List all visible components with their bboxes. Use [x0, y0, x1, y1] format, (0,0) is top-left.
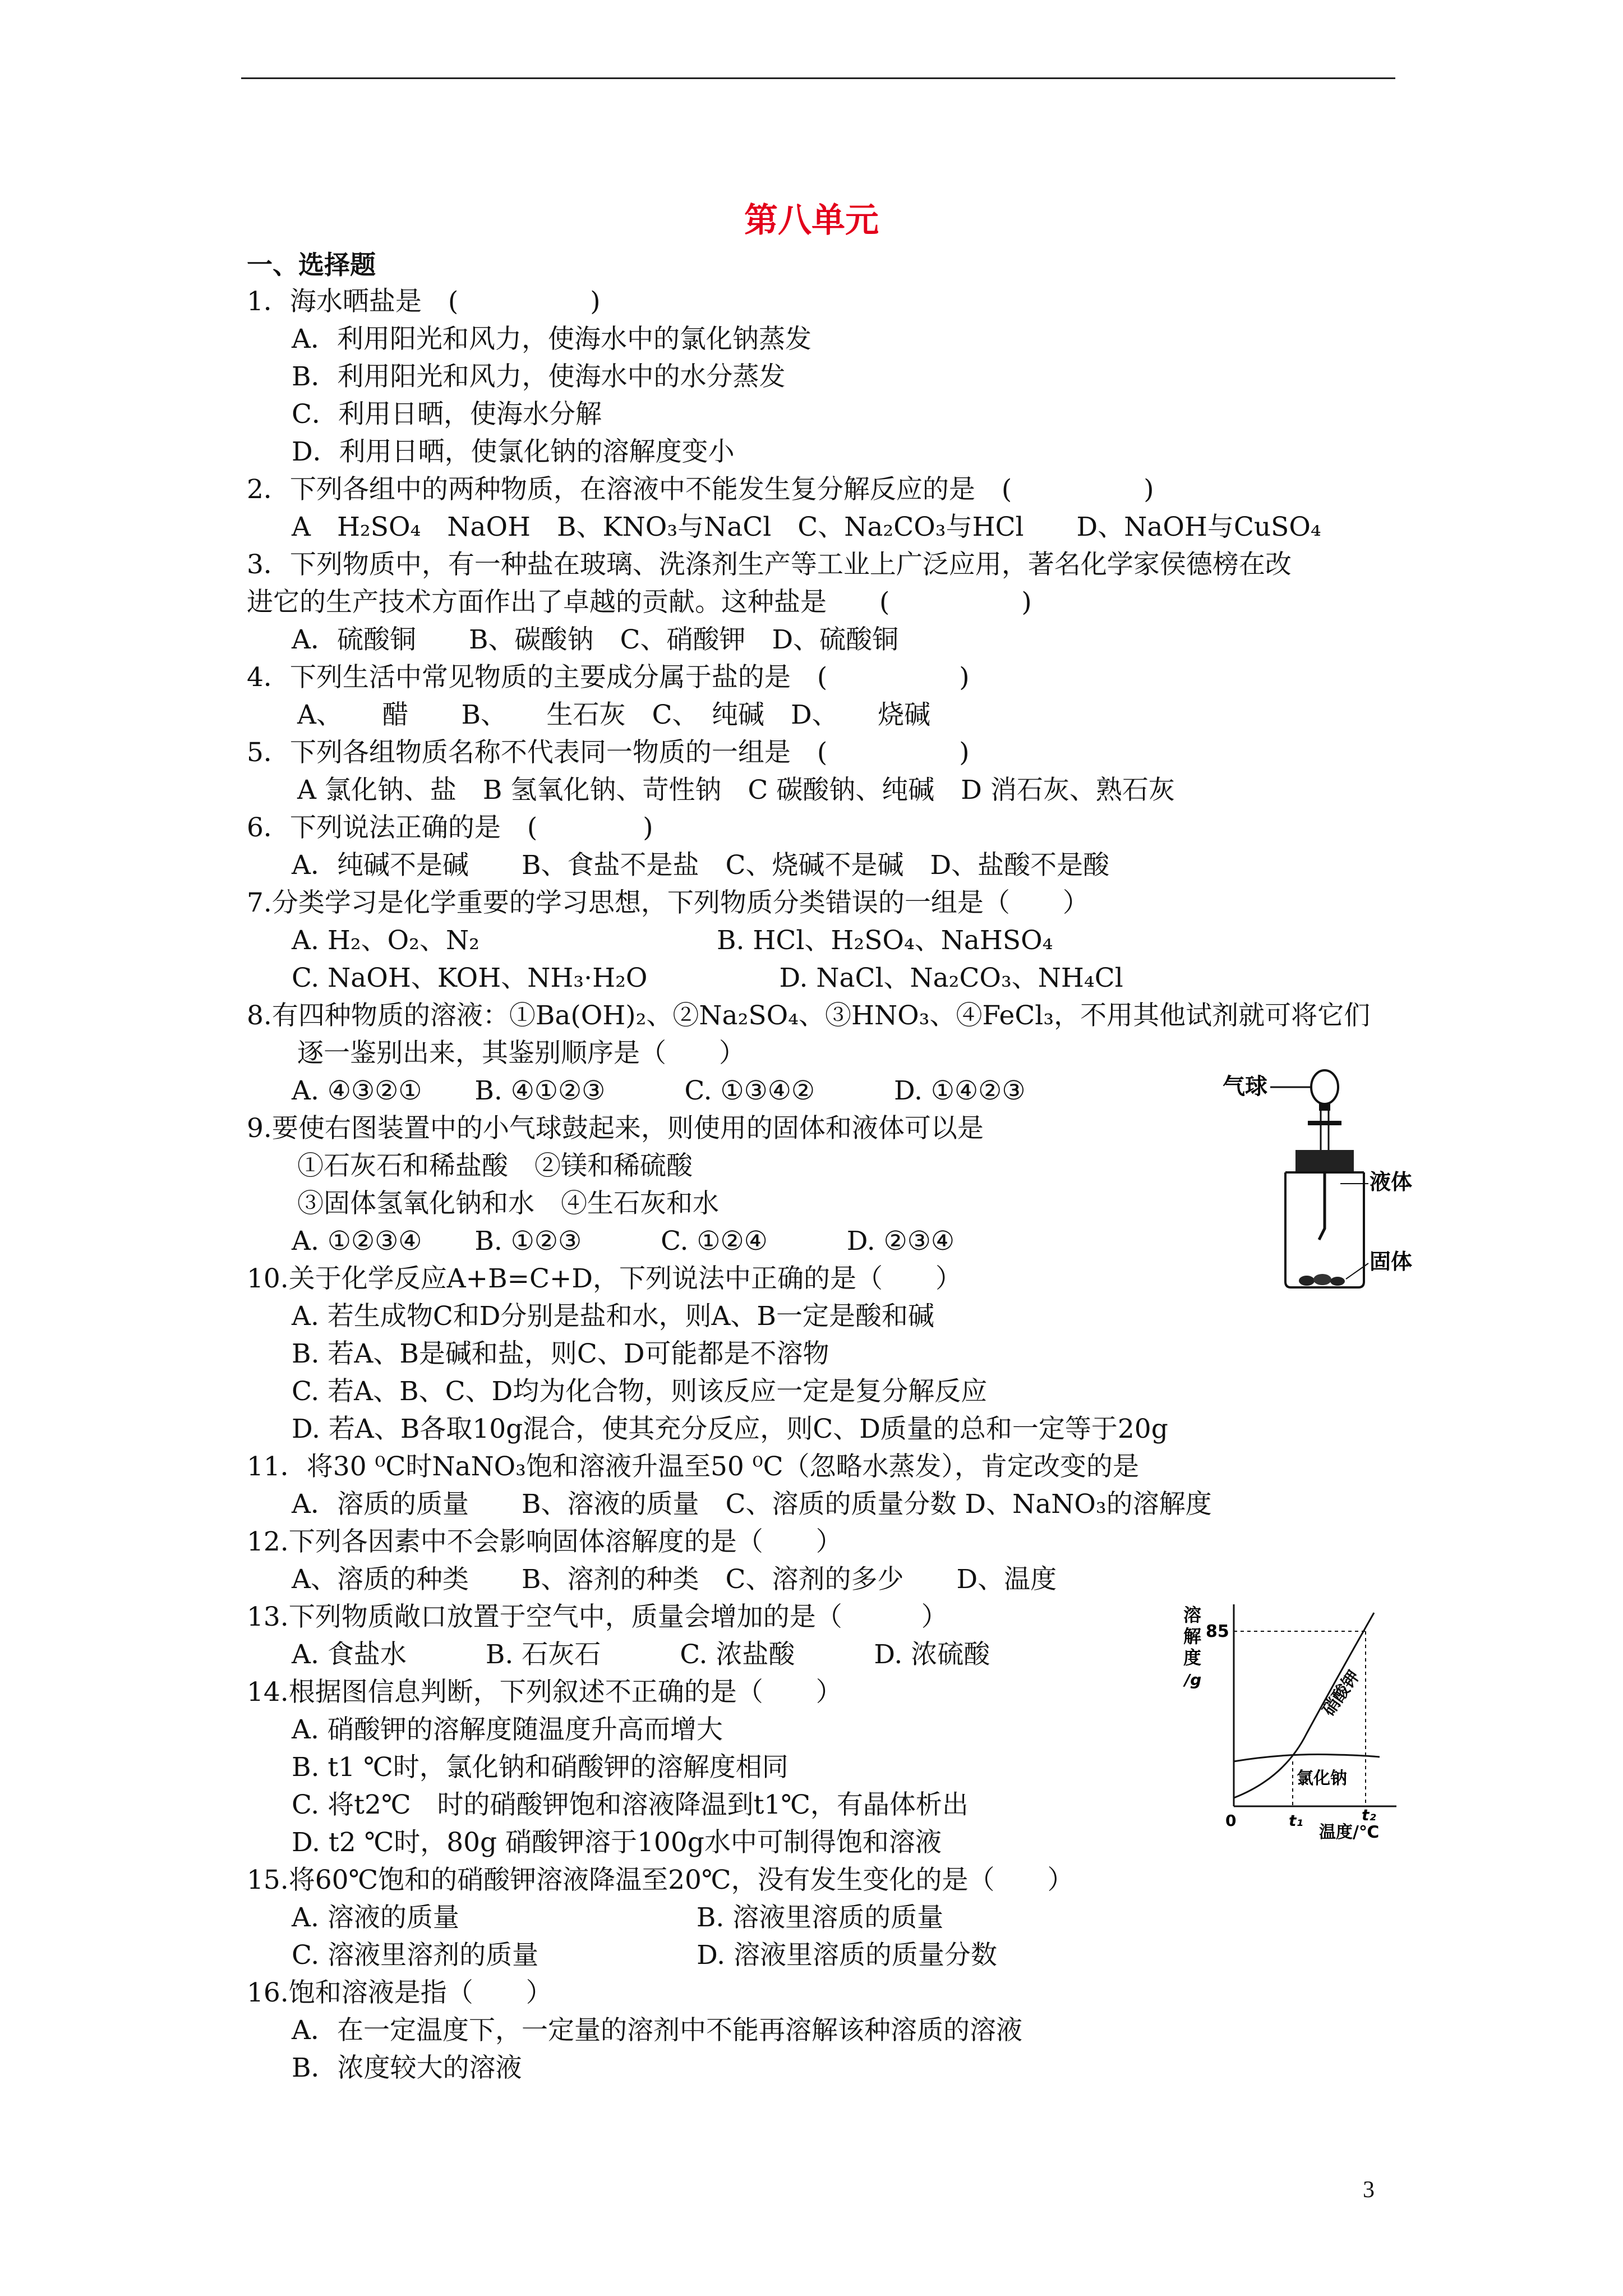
question-12: 12.下列各因素中不会影响固体溶解度的是（ ）	[247, 1526, 842, 1557]
page-number: 3	[1363, 2177, 1375, 2203]
question-10: 10.关于化学反应A+B=C+D，下列说法中正确的是（ ）	[247, 1263, 962, 1294]
question-7: 7.分类学习是化学重要的学习思想，下列物质分类错误的一组是（ ）	[247, 887, 1089, 918]
option-16b: B．浓度较大的溶液	[292, 2053, 522, 2083]
x-axis-label: 温度/℃	[1319, 1823, 1380, 1840]
option-14c: C. 将t2℃ 时的硝酸钾饱和溶液降温到t1℃，有晶体析出	[292, 1789, 969, 1820]
option-10c: C. 若A、B、C、D均为化合物，则该反应一定是复分解反应	[292, 1376, 988, 1407]
nacl-curve	[1234, 1755, 1380, 1762]
question-5: 5．下列各组物质名称不代表同一物质的一组是 ( )	[247, 737, 970, 768]
balloon-label: 气球	[1223, 1074, 1267, 1099]
options-4: A、 醋 B、 生石灰 C、 纯碱 D、 烧碱	[297, 700, 931, 730]
y-tick-85: 85	[1206, 1622, 1229, 1641]
question-13: 13.下列物质敞口放置于空气中，质量会增加的是（ ）	[247, 1602, 948, 1632]
options-6: A．纯碱不是碱 B、食盐不是盐 C、烧碱不是碱 D、盐酸不是酸	[292, 850, 1110, 881]
question-9-items-2: ③固体氢氧化钠和水 ④生石灰和水	[297, 1188, 719, 1219]
question-8-cont: 逐一鉴别出来，其鉴别顺序是（ ）	[297, 1038, 745, 1069]
solid-label: 固体	[1370, 1249, 1413, 1274]
x-origin: 0	[1225, 1811, 1237, 1830]
options-13: A. 食盐水 B. 石灰石 C. 浓盐酸 D. 浓硫酸	[292, 1639, 990, 1670]
page-title: 第八单元	[744, 201, 879, 240]
question-14: 14.根据图信息判断，下列叙述不正确的是（ ）	[247, 1677, 842, 1708]
option-10a: A. 若生成物C和D分别是盐和水，则A、B一定是酸和碱	[292, 1301, 934, 1332]
options-8: A. ④③②① B. ④①②③ C. ①③④② D. ①④②③	[292, 1075, 1026, 1106]
question-9: 9.要使右图装置中的小气球鼓起来，则使用的固体和液体可以是	[247, 1113, 984, 1144]
kno3-curve-label: 硝酸钾	[1318, 1667, 1364, 1720]
question-4: 4．下列生活中常见物质的主要成分属于盐的是 ( )	[247, 662, 970, 693]
question-8: 8.有四种物质的溶液：①Ba(OH)₂、②Na₂SO₄、③HNO₃、④FeCl₃，不用其他试剂就可将它们	[247, 1000, 1371, 1031]
options-9: A. ①②③④ B. ①②③ C. ①②④ D. ②③④	[292, 1226, 955, 1257]
option-10d: D. 若A、B各取10g混合，使其充分反应，则C、D质量的总和一定等于20g	[292, 1414, 1168, 1444]
option-1b: B．利用阳光和风力，使海水中的水分蒸发	[292, 361, 786, 392]
x-tick-t1: t₁	[1289, 1811, 1303, 1830]
balloon-apparatus-figure	[1223, 1060, 1424, 1296]
option-1d: D．利用日晒，使氯化钠的溶解度变小	[292, 436, 735, 467]
nacl-curve-label: 氯化钠	[1297, 1769, 1347, 1788]
question-9-items-1: ①石灰石和稀盐酸 ②镁和稀硫酸	[297, 1151, 693, 1181]
question-3-cont: 进它的生产技术方面作出了卓越的贡献。这种盐是 ( )	[247, 587, 1032, 618]
options-11: A．溶质的质量 B、溶液的质量 C、溶质的质量分数 D、NaNO₃的溶解度	[292, 1489, 1212, 1520]
y-axis-label-3: 度	[1183, 1647, 1202, 1668]
option-1c: C．利用日晒，使海水分解	[292, 399, 602, 430]
option-14d: D. t2 ℃时，80g 硝酸钾溶于100g水中可制得饱和溶液	[292, 1827, 942, 1858]
liquid-label: 液体	[1370, 1170, 1413, 1194]
option-1a: A．利用阳光和风力，使海水中的氯化钠蒸发	[292, 324, 811, 355]
dropper	[1319, 1172, 1325, 1240]
y-axis-label-1: 溶	[1183, 1604, 1202, 1626]
option-14b: B. t1 ℃时，氯化钠和硝酸钾的溶解度相同	[292, 1752, 789, 1783]
question-6: 6．下列说法正确的是 ( )	[247, 812, 653, 843]
solid-lump-1	[1299, 1276, 1315, 1286]
question-11: 11．将30 ⁰C时NaNO₃饱和溶液升温至50 ⁰C（忽略水蒸发），肯定改变的是	[247, 1451, 1140, 1482]
question-15: 15.将60℃饱和的硝酸钾溶液降温至20℃，没有发生变化的是（ ）	[247, 1865, 1074, 1895]
solid-lump-3	[1330, 1277, 1345, 1286]
balloon-neck	[1319, 1103, 1330, 1111]
options-7ab: A. H₂、O₂、N₂ B. HCl、H₂SO₄、NaHSO₄	[292, 925, 1053, 956]
question-1: 1．海水晒盐是 ( )	[247, 286, 601, 317]
section-heading: 一、选择题	[247, 250, 376, 280]
option-10b: B. 若A、B是碱和盐，则C、D可能都是不溶物	[292, 1338, 829, 1369]
valve	[1308, 1121, 1341, 1125]
stopper	[1295, 1150, 1354, 1172]
solid-lump-2	[1313, 1274, 1331, 1285]
solubility-curve-figure	[1172, 1593, 1413, 1840]
header-rule	[241, 77, 1395, 79]
options-3: A．硫酸铜 B、碳酸钠 C、硝酸钾 D、硫酸铜	[292, 624, 899, 655]
question-2: 2．下列各组中的两种物质，在溶液中不能发生复分解反应的是 ( )	[247, 474, 1154, 505]
y-axis-label-2: 解	[1183, 1626, 1202, 1647]
options-5: A 氯化钠、盐 B 氢氧化钠、苛性钠 C 碳酸钠、纯碱 D 消石灰、熟石灰	[297, 775, 1175, 806]
option-16a: A．在一定温度下，一定量的溶剂中不能再溶解该种溶质的溶液	[292, 2015, 1022, 2046]
options-15cd: C. 溶液里溶剂的质量 D. 溶液里溶质的质量分数	[292, 1940, 998, 1971]
question-16: 16.饱和溶液是指（ ）	[247, 1977, 552, 2008]
options-12: A、溶质的种类 B、溶剂的种类 C、溶剂的多少 D、温度	[292, 1564, 1057, 1595]
option-14a: A. 硝酸钾的溶解度随温度升高而增大	[292, 1714, 723, 1745]
y-axis-label-4: /g	[1184, 1671, 1202, 1689]
options-2: A H₂SO₄ NaOH B、KNO₃与NaCl C、Na₂CO₃与HCl D、NaOH与CuSO₄	[292, 512, 1321, 542]
question-3: 3．下列物质中，有一种盐在玻璃、洗涤剂生产等工业上广泛应用，著名化学家侯德榜在改	[247, 549, 1292, 580]
x-tick-t2: t₂	[1362, 1806, 1376, 1824]
balloon	[1311, 1070, 1338, 1104]
options-7cd: C. NaOH、KOH、NH₃·H₂O D. NaCl、Na₂CO₃、NH₄Cl	[292, 963, 1123, 993]
options-15ab: A. 溶液的质量 B. 溶液里溶质的质量	[292, 1902, 944, 1933]
